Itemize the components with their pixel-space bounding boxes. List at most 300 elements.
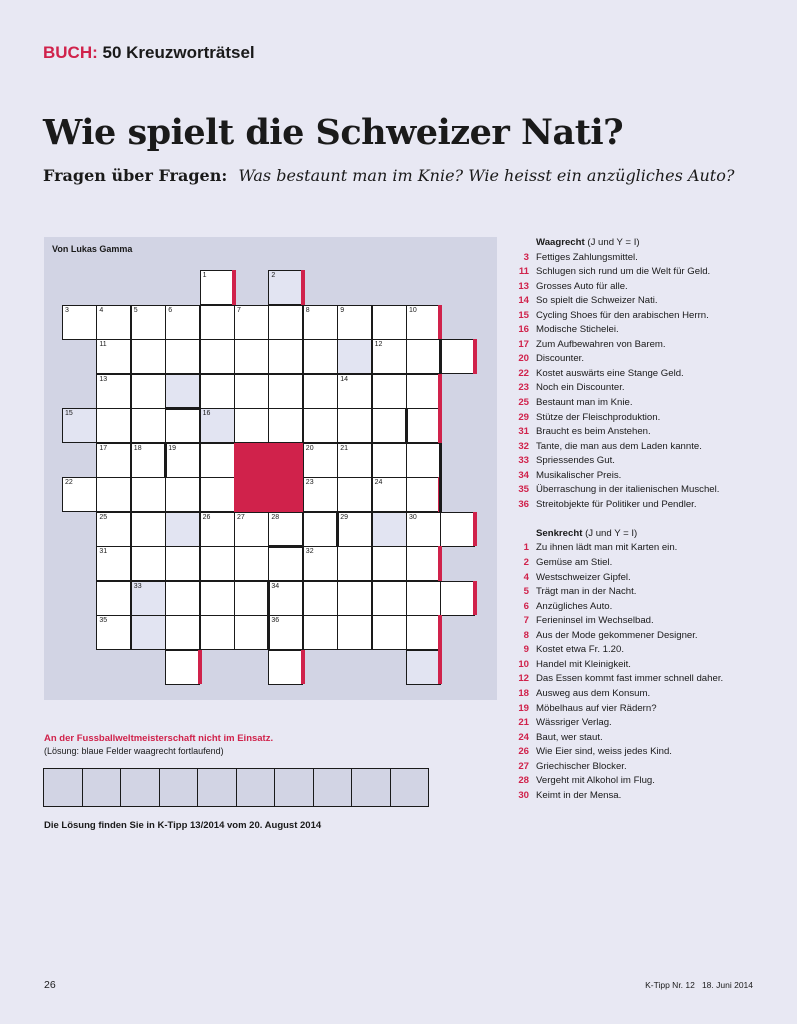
- clue-text: Überraschung in der italienischen Muschel.: [536, 484, 720, 496]
- grid-cell[interactable]: [406, 615, 441, 650]
- solution-cell[interactable]: [131, 615, 166, 650]
- across-clue: [512, 367, 772, 382]
- clue-text: Wie Eier sind, weiss jedes Kind.: [536, 746, 672, 758]
- across-note: (J und Y = I): [587, 237, 640, 248]
- solution-cell[interactable]: [372, 512, 407, 547]
- across-clues: [512, 251, 772, 513]
- cell-number: 1: [202, 272, 207, 279]
- cell-number: 30: [409, 513, 417, 521]
- clue-number: 21: [518, 717, 529, 729]
- page-number: 26: [44, 979, 56, 991]
- across-clue: [512, 251, 772, 266]
- issue-number: K-Tipp Nr. 12: [645, 980, 695, 990]
- cell-number: 8: [305, 306, 310, 314]
- grid-cell[interactable]: [200, 546, 235, 581]
- down-clue: [512, 774, 772, 789]
- grid-cell[interactable]: [303, 615, 338, 650]
- cell-number: 19: [168, 444, 176, 452]
- across-clue: [512, 396, 772, 411]
- clue-text: Noch ein Discounter.: [536, 382, 625, 394]
- grid-cell[interactable]: [131, 339, 166, 374]
- clue-text: Modische Stichelei.: [536, 324, 619, 336]
- clue-text: Zu ihnen lädt man mit Karten ein.: [536, 542, 678, 554]
- grid-cell[interactable]: [303, 512, 338, 547]
- grid-cell[interactable]: [440, 512, 475, 547]
- grid-cell[interactable]: [234, 512, 269, 547]
- grid-cell[interactable]: [96, 443, 131, 478]
- clue-text: So spielt die Schweizer Nati.: [536, 295, 658, 307]
- grid-cell[interactable]: [131, 546, 166, 581]
- cell-number: 36: [271, 617, 280, 624]
- clue-number: 25: [518, 397, 529, 409]
- word-separator: [302, 339, 305, 374]
- grid-cell[interactable]: [165, 615, 200, 650]
- clue-number: 13: [518, 280, 529, 292]
- solution-box[interactable]: [120, 768, 160, 807]
- clue-text: Zum Aufbewahren von Barem.: [536, 338, 666, 350]
- solution-cell[interactable]: [337, 339, 372, 374]
- clue-number: 26: [518, 746, 529, 758]
- clue-number: 3: [523, 251, 529, 263]
- grid-cell[interactable]: [131, 477, 166, 512]
- grid-cell[interactable]: [165, 305, 200, 340]
- cell-number: 5: [133, 306, 138, 314]
- clue-number: 17: [518, 338, 529, 350]
- cell-number: 18: [133, 444, 142, 452]
- clue-text: Bestaunt man im Knie.: [536, 397, 633, 409]
- solution-cell[interactable]: [268, 270, 303, 305]
- cell-number: 12: [374, 341, 383, 348]
- grid-cell[interactable]: [96, 339, 131, 374]
- word-end-bar: [301, 650, 305, 685]
- grid-cell[interactable]: [303, 408, 338, 443]
- cell-number: 9: [340, 306, 345, 314]
- solution-box[interactable]: [197, 768, 237, 807]
- word-separator: [164, 443, 167, 478]
- clue-text: Kostet etwa Fr. 1.20.: [536, 644, 624, 656]
- grid-cell[interactable]: [372, 305, 407, 340]
- cell-number: 11: [99, 341, 107, 348]
- grid-cell[interactable]: [337, 374, 372, 409]
- clue-number: 5: [523, 586, 529, 598]
- grid-cell[interactable]: [200, 512, 235, 547]
- word-separator: [267, 581, 270, 650]
- grid-cell[interactable]: [200, 374, 235, 409]
- word-separator: [336, 512, 339, 547]
- grid-cell[interactable]: [440, 339, 475, 374]
- grid-cell[interactable]: [96, 512, 131, 547]
- grid-cell[interactable]: [303, 374, 338, 409]
- grid-cell[interactable]: [406, 443, 441, 478]
- grid-cell[interactable]: [406, 581, 441, 616]
- down-clue: [512, 760, 772, 775]
- cell-number: 26: [202, 513, 211, 521]
- grid-cell[interactable]: [337, 477, 372, 512]
- grid-cell[interactable]: [165, 546, 200, 581]
- cell-number: 31: [99, 548, 108, 555]
- cell-number: 33: [133, 582, 142, 590]
- cell-number: 7: [237, 306, 241, 314]
- clue-text: Braucht es beim Anstehen.: [536, 426, 651, 438]
- word-end-bar: [473, 339, 477, 374]
- page-title: Wie spielt die Schweizer Nati?: [43, 112, 624, 153]
- across-clue: [512, 440, 772, 455]
- grid-cell[interactable]: [62, 477, 97, 512]
- across-clue: [512, 309, 772, 324]
- grid-cell[interactable]: [200, 305, 235, 340]
- clue-text: Tante, die man aus dem Laden kannte.: [536, 440, 702, 452]
- grid-cell[interactable]: [440, 581, 475, 616]
- word-end-bar: [232, 270, 236, 305]
- clue-text: Trägt man in der Nacht.: [536, 586, 637, 598]
- grid-cell[interactable]: [337, 546, 372, 581]
- across-clue: [512, 425, 772, 440]
- grid-cell[interactable]: [337, 305, 372, 340]
- grid-cell[interactable]: [200, 443, 235, 478]
- across-clue: [512, 352, 772, 367]
- down-clue: [512, 556, 772, 571]
- grid-cell[interactable]: [131, 305, 166, 340]
- grid-cell[interactable]: [406, 408, 441, 443]
- clue-text: Handel mit Kleinigkeit.: [536, 658, 631, 670]
- clue-number: 19: [518, 702, 529, 714]
- across-clue: [512, 483, 772, 498]
- solution-cell[interactable]: [165, 374, 200, 409]
- across-clue: [512, 498, 772, 513]
- across-clue: [512, 469, 772, 484]
- section-name: 50 Kreuzworträtsel: [102, 43, 255, 62]
- clue-number: 18: [518, 687, 529, 699]
- clue-number: 12: [518, 673, 529, 685]
- grid-cell[interactable]: [62, 305, 97, 340]
- word-end-bar: [438, 408, 442, 443]
- grid-cell[interactable]: [372, 408, 407, 443]
- solution-box[interactable]: [236, 768, 276, 807]
- grid-cell[interactable]: [303, 305, 338, 340]
- down-heading: [512, 527, 772, 542]
- word-end-bar: [438, 374, 442, 409]
- grid-cell[interactable]: [337, 581, 372, 616]
- clue-number: 9: [523, 644, 529, 656]
- grid-cell[interactable]: [165, 443, 200, 478]
- grid-cell[interactable]: [303, 546, 338, 581]
- clue-text: Aus der Mode gekommener Designer.: [536, 629, 698, 641]
- cell-number: 4: [99, 306, 104, 314]
- grid-cell[interactable]: [96, 615, 131, 650]
- clue-text: Keimt in der Mensa.: [536, 789, 622, 801]
- clue-number: 32: [518, 440, 529, 452]
- solution-cell[interactable]: [165, 512, 200, 547]
- section-header: [43, 43, 255, 63]
- word-separator: [439, 339, 442, 374]
- clue-number: 31: [518, 426, 529, 438]
- grid-cell[interactable]: [96, 581, 131, 616]
- down-clues: [512, 541, 772, 803]
- clue-text: Musikalischer Preis.: [536, 469, 622, 481]
- clue-number: 4: [523, 571, 529, 583]
- across-clue: [512, 294, 772, 309]
- clue-number: 15: [518, 309, 529, 321]
- down-clue: [512, 789, 772, 804]
- across-clue: [512, 338, 772, 353]
- clue-number: 33: [518, 455, 529, 467]
- grid-cell[interactable]: [96, 408, 131, 443]
- grid-cell[interactable]: [200, 581, 235, 616]
- solution-cell[interactable]: [131, 581, 166, 616]
- grid-cell[interactable]: [337, 512, 372, 547]
- clue-list: [512, 236, 772, 803]
- solution-box[interactable]: [82, 768, 122, 807]
- grid-cell[interactable]: [372, 615, 407, 650]
- cell-number: 32: [305, 548, 314, 555]
- across-clue: [512, 454, 772, 469]
- cell-number: 13: [99, 375, 108, 383]
- subtitle: [43, 166, 734, 185]
- clue-text: Stütze der Fleischproduktion.: [536, 411, 661, 423]
- word-end-bar: [438, 546, 442, 581]
- grid-cell[interactable]: [165, 650, 200, 685]
- clue-text: Das Essen kommt fast immer schnell daher.: [536, 673, 724, 685]
- solution-cell[interactable]: [406, 650, 441, 685]
- grid-cell[interactable]: [268, 650, 303, 685]
- grid-cell[interactable]: [96, 546, 131, 581]
- word-separator: [372, 442, 406, 445]
- grid-cell[interactable]: [165, 408, 200, 443]
- cell-number: 20: [305, 444, 314, 452]
- grid-cell[interactable]: [406, 305, 441, 340]
- grid-cell[interactable]: [234, 408, 269, 443]
- clue-number: 35: [518, 484, 529, 496]
- clue-text: Ferieninsel im Wechselbad.: [536, 615, 654, 627]
- down-clue: [512, 541, 772, 556]
- grid-cell[interactable]: [234, 615, 269, 650]
- across-title: Waagrecht: [536, 237, 585, 248]
- cell-number: 23: [305, 479, 314, 486]
- grid-cell[interactable]: [131, 512, 166, 547]
- solution-cell[interactable]: [200, 408, 235, 443]
- clue-text: Kostet auswärts eine Stange Geld.: [536, 367, 684, 379]
- clue-text: Möbelhaus auf vier Rädern?: [536, 702, 657, 714]
- across-heading: [512, 236, 772, 251]
- grid-cell[interactable]: [268, 512, 303, 547]
- grid-cell[interactable]: [96, 477, 131, 512]
- grid-cell[interactable]: [406, 374, 441, 409]
- grid-cell[interactable]: [372, 581, 407, 616]
- clue-number: 22: [518, 367, 529, 379]
- grid-cell[interactable]: [200, 270, 235, 305]
- clue-text: Vergeht mit Alkohol im Flug.: [536, 775, 655, 787]
- grid-cell[interactable]: [268, 408, 303, 443]
- grid-cell[interactable]: [372, 477, 407, 512]
- grid-cell[interactable]: [303, 581, 338, 616]
- word-end-bar: [438, 305, 442, 340]
- clue-number: 2: [523, 557, 529, 569]
- down-clue: [512, 672, 772, 687]
- grid-cell[interactable]: [200, 339, 235, 374]
- grid-cell[interactable]: [303, 339, 338, 374]
- clue-text: Spriessendes Gut.: [536, 455, 615, 467]
- clue-number: 24: [518, 731, 529, 743]
- grid-cell[interactable]: [372, 443, 407, 478]
- grid-cell[interactable]: [234, 374, 269, 409]
- clue-number: 20: [518, 353, 529, 365]
- grid-cell[interactable]: [131, 374, 166, 409]
- grid-cell[interactable]: [234, 581, 269, 616]
- clue-number: 30: [518, 789, 529, 801]
- down-clue: [512, 716, 772, 731]
- clue-number: 23: [518, 382, 529, 394]
- word-separator: [268, 545, 302, 548]
- solution-box[interactable]: [351, 768, 391, 807]
- solution-cell[interactable]: [62, 408, 97, 443]
- down-clue: [512, 571, 772, 586]
- grid-cell[interactable]: [268, 615, 303, 650]
- grid-cell[interactable]: [303, 477, 338, 512]
- cell-number: 2: [271, 272, 276, 279]
- clue-number: 1: [523, 542, 529, 554]
- grid-cell[interactable]: [234, 339, 269, 374]
- word-separator: [165, 407, 199, 410]
- grid-cell[interactable]: [372, 546, 407, 581]
- word-end-bar: [438, 615, 442, 650]
- cell-number: 6: [168, 306, 173, 314]
- grid-cell[interactable]: [165, 477, 200, 512]
- solution-box[interactable]: [313, 768, 353, 807]
- word-separator: [372, 580, 406, 583]
- grid-cell[interactable]: [406, 477, 441, 512]
- grid-cell[interactable]: [372, 339, 407, 374]
- cell-number: 14: [340, 375, 348, 383]
- clue-number: 10: [518, 658, 529, 670]
- grid-cell[interactable]: [268, 374, 303, 409]
- crossword-panel: [44, 237, 497, 700]
- cell-number: 25: [99, 513, 108, 521]
- issue-date: 18. Juni 2014: [701, 980, 753, 990]
- down-clue: [512, 600, 772, 615]
- clue-number: 34: [518, 469, 529, 481]
- cell-number: 27: [237, 513, 245, 521]
- cell-number: 34: [271, 582, 280, 590]
- grid-cell[interactable]: [96, 305, 131, 340]
- cell-number: 22: [65, 479, 73, 486]
- down-clue: [512, 614, 772, 629]
- down-clue: [512, 687, 772, 702]
- clue-text: Anzügliches Auto.: [536, 600, 613, 612]
- issue-info: [645, 980, 753, 990]
- cell-number: 21: [340, 444, 348, 452]
- subtitle-lead: Fragen über Fragen:: [43, 166, 228, 185]
- grid-cell[interactable]: [165, 339, 200, 374]
- across-clue: [512, 381, 772, 396]
- down-clue: [512, 629, 772, 644]
- clue-text: Fettiges Zahlungsmittel.: [536, 251, 638, 263]
- down-clue: [512, 585, 772, 600]
- word-end-bar: [473, 512, 477, 547]
- across-clue: [512, 323, 772, 338]
- grid-cell[interactable]: [234, 305, 269, 340]
- grid-cell[interactable]: [337, 443, 372, 478]
- grid-cell[interactable]: [131, 443, 166, 478]
- solution-hint: (Lösung: blaue Felder waagrecht fortlaufend): [44, 746, 224, 756]
- solution-box[interactable]: [274, 768, 314, 807]
- solution-box[interactable]: [159, 768, 199, 807]
- grid-cell[interactable]: [200, 477, 235, 512]
- cell-number: 15: [65, 410, 73, 417]
- clue-text: Baut, wer staut.: [536, 731, 603, 743]
- red-block: [234, 443, 303, 512]
- grid-cell[interactable]: [165, 581, 200, 616]
- clue-text: Cycling Shoes für den arabischen Herrn.: [536, 309, 709, 321]
- clue-text: Westschweizer Gipfel.: [536, 571, 631, 583]
- section-kicker: BUCH:: [43, 43, 98, 62]
- grid-cell[interactable]: [406, 546, 441, 581]
- grid-cell[interactable]: [406, 512, 441, 547]
- word-separator: [303, 580, 337, 583]
- clue-number: 14: [518, 295, 529, 307]
- down-clue: [512, 658, 772, 673]
- grid-cell[interactable]: [268, 546, 303, 581]
- clue-number: 7: [523, 615, 529, 627]
- clue-text: Griechischer Blocker.: [536, 760, 627, 772]
- word-end-bar: [198, 650, 202, 685]
- solution-label: An der Fussballweltmeisterschaft nicht im Einsatz.: [44, 733, 274, 744]
- clue-text: Ausweg aus dem Konsum.: [536, 687, 651, 699]
- clue-number: 11: [518, 266, 529, 278]
- across-clue: [512, 280, 772, 295]
- clue-text: Grosses Auto für alle.: [536, 280, 628, 292]
- grid-cell[interactable]: [234, 546, 269, 581]
- solution-box[interactable]: [43, 768, 83, 807]
- grid-cell[interactable]: [303, 443, 338, 478]
- solution-box[interactable]: [390, 768, 430, 807]
- cell-number: 17: [99, 444, 108, 452]
- cell-number: 3: [65, 306, 69, 314]
- cell-number: 24: [374, 479, 383, 486]
- across-clue: [512, 411, 772, 426]
- cell-number: 29: [340, 513, 348, 521]
- clue-number: 28: [518, 775, 529, 787]
- grid-cell[interactable]: [372, 374, 407, 409]
- solution-boxes: [44, 768, 429, 807]
- grid-cell[interactable]: [268, 305, 303, 340]
- grid-cell[interactable]: [200, 615, 235, 650]
- cell-number: 10: [409, 306, 417, 314]
- down-clue: [512, 702, 772, 717]
- clue-text: Discounter.: [536, 353, 584, 365]
- word-end-bar: [301, 270, 305, 305]
- clue-number: 29: [518, 411, 529, 423]
- word-end-bar: [473, 581, 477, 616]
- cell-number: 16: [202, 410, 211, 417]
- grid-cell[interactable]: [268, 339, 303, 374]
- down-clue: [512, 745, 772, 760]
- clue-text: Streitobjekte für Politiker und Pendler.: [536, 498, 697, 510]
- puzzle-author: Von Lukas Gamma: [52, 244, 133, 254]
- grid-cell[interactable]: [268, 581, 303, 616]
- down-note: (J und Y = I): [585, 527, 638, 539]
- grid-cell[interactable]: [406, 339, 441, 374]
- grid-cell[interactable]: [131, 408, 166, 443]
- grid-cell[interactable]: [337, 615, 372, 650]
- down-clue: [512, 731, 772, 746]
- word-separator: [439, 443, 442, 512]
- grid-cell[interactable]: [337, 408, 372, 443]
- cell-number: 28: [271, 513, 280, 521]
- grid-cell[interactable]: [96, 374, 131, 409]
- clue-text: Schlugen sich rund um die Welt für Geld.: [536, 266, 711, 278]
- clue-text: Wässriger Verlag.: [536, 717, 612, 729]
- word-end-bar: [438, 650, 442, 685]
